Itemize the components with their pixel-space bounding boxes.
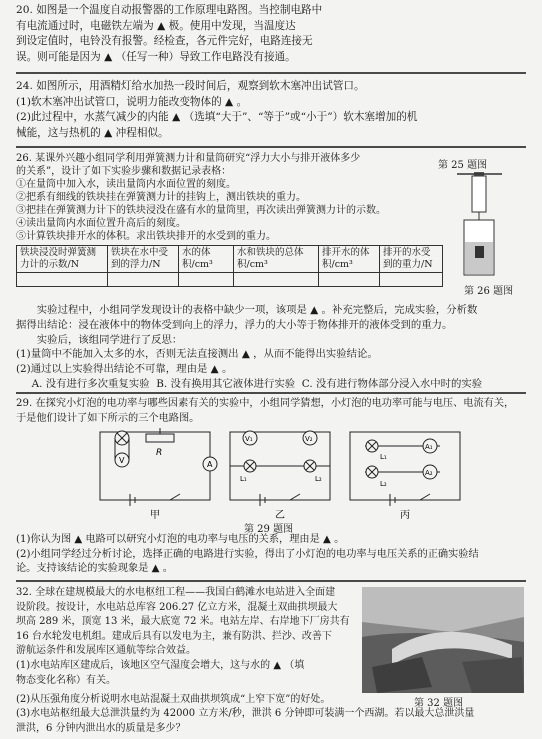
q32-line: (2)从压强角度分析说明水电站混凝土双曲拱坝筑成“上窄下宽”的好处。	[16, 694, 331, 705]
q29-part: (2)小组同学经过分析讨论，选择正确的电路进行实验，得出了小灯泡的电功率与电压关系的正确实验结	[16, 548, 479, 560]
divider	[16, 392, 526, 394]
divider	[16, 580, 526, 582]
q26-para: (1)量筒中不能加入太多的水，否则无法直接测出 ▲ ，从而不能得出实验结论。	[16, 348, 378, 361]
table-header-cell: 水和铁块的总体积/cm³	[234, 246, 319, 273]
q26-line: 26. 某课外兴趣小组同学利用弹簧测力计和量筒研究“浮力大小与排开液体多少	[16, 153, 361, 164]
table-header-cell: 排开水的体积/cm³	[319, 246, 380, 273]
label-v: V	[119, 456, 125, 465]
table-cell	[319, 273, 380, 287]
rheostat	[146, 434, 174, 442]
q26-para: 据得出结论：浸在液体中的物体受到向上的浮力，浮力的大小等于物体排开的液体受到的重力。	[16, 318, 453, 331]
q24-line: (1)软木塞冲出试管口，说明力能改变物体的 ▲ 。	[16, 95, 248, 108]
question-32-part3	[16, 707, 526, 736]
figure-32-caption: 第 32 题图	[414, 698, 464, 709]
table-cell	[380, 273, 443, 287]
label-l1: L₁	[240, 475, 247, 483]
q32-line: 设阶段。按设计，水电站总库容 206.27 亿立方米，混凝土双曲拱坝最大	[16, 601, 338, 613]
label-a2: A₂	[425, 469, 433, 477]
q20-line: 有电流通过时，电磁铁左端为 ▲ 极。使用中发现，当温度达	[16, 19, 296, 32]
table-cell	[234, 273, 319, 287]
table-header-cell: 铁块在水中受到的浮力/N	[108, 246, 179, 273]
table-header-cell: 水的体积/cm³	[179, 246, 234, 273]
table-header-cell: 排开的水受到的重力/N	[380, 246, 443, 273]
divider	[16, 72, 526, 74]
label-l2: L₂	[380, 480, 387, 488]
dam-photo	[362, 587, 524, 693]
table-cell	[108, 273, 179, 287]
question-32	[16, 586, 356, 688]
label-a: A	[207, 460, 213, 469]
question-32-part2	[16, 693, 412, 708]
q26-step: ②把系有细线的铁块挂在弹簧测力计的挂钩上，测出铁块的重力。	[16, 192, 306, 203]
question-29	[16, 397, 526, 426]
q29-part: 论。支持该结论的实验现象是 ▲ 。	[16, 563, 173, 574]
q32-line: 32. 全球在建规模最大的水电枢纽工程——我国白鹤滩水电站进入全面建	[16, 587, 336, 598]
circuit-diagrams	[90, 426, 470, 520]
q32-line: 游航运条件和发展库区通航等综合效益。	[16, 645, 196, 657]
label-a1: A₁	[425, 443, 433, 451]
label-l2: L₂	[315, 475, 322, 483]
question-20	[16, 3, 526, 65]
q20-line: 误。则可能是因为 ▲ （任写一种）导致工作电路没有接通。	[16, 50, 296, 63]
q29-part: (1)你认为图 ▲ 电路可以研究小灯泡的电功率与电压的关系，理由是 ▲ 。	[16, 534, 345, 545]
question-24	[16, 79, 526, 141]
question-29-parts	[16, 533, 526, 577]
label-l1: L₁	[380, 453, 387, 461]
spring-scale	[472, 176, 486, 212]
q26-line: 的关系”，设计了如下实验步骤和数据记录表格：	[16, 166, 232, 177]
figure-25-caption: 第 25 题图	[438, 160, 488, 171]
figure-26-caption: 第 26 题图	[464, 286, 514, 297]
q32-line: 16 台水轮发电机组。建成后具有以发电为主，兼有防洪、拦沙、改善下	[16, 630, 332, 642]
label-bing: 丙	[400, 510, 410, 520]
option-a: A. 没有进行多次重复实验	[31, 377, 150, 390]
q32-line: (3)水电站枢纽最大总泄洪量约为 42000 立方米/秒，泄洪 6 分钟即可装满一个西湖。若以最大总泄洪量	[16, 708, 475, 719]
spring-scale-figure	[452, 170, 522, 280]
table-row	[17, 273, 443, 287]
table-header-cell: 铁块浸没时弹簧测力计的示数/N	[17, 246, 108, 273]
table-header-row	[17, 246, 443, 273]
q32-line: 泄洪，6 分钟内泄出水的质量是多少？	[16, 722, 186, 734]
option-c: C. 没有进行物体部分浸入水中时的实验	[301, 377, 483, 390]
q24-line: (2)此过程中，水蒸气减少的内能 ▲ （选填“大于”、“等于”或“小于”）软木塞增加的机	[16, 111, 418, 123]
label-r: R	[156, 448, 163, 458]
q29-line: 于是他们设计了如下所示的三个电路图。	[16, 412, 200, 424]
q32-line: 物态变化名称）有关。	[16, 674, 116, 686]
q26-step: ⑤计算铁块排开水的体积。求出铁块排开的水受到的重力。	[16, 231, 276, 242]
label-v2: V₂	[305, 435, 313, 443]
table-cell	[17, 273, 108, 287]
figure-29-caption: 第 29 题图	[244, 524, 294, 535]
q24-line: 24. 如图所示，用酒精灯给水加热一段时间后，观察到软木塞冲出试管口。	[16, 80, 365, 92]
iron-block	[475, 246, 484, 258]
q26-options	[16, 377, 526, 392]
circuit-jia	[100, 428, 217, 506]
q32-line: 坝高 289 米，顶宽 13 米，最大底宽 72 米。电站左岸、右岸地下厂房共有	[16, 616, 350, 628]
data-table	[16, 245, 443, 287]
q26-para: 实验后，该组同学进行了反思：	[36, 333, 183, 346]
q26-para: (2)通过以上实验得出结论不可靠，理由是 ▲ 。	[16, 363, 233, 376]
label-jia: 甲	[150, 510, 160, 520]
circuit-bing	[350, 432, 460, 506]
q26-step: ①在量筒中加入水，读出量筒内水面位置的刻度。	[16, 179, 236, 190]
q26-step: ③把挂在弹簧测力计下的铁块浸没在盛有水的量筒里，再次读出弹簧测力计的示数。	[16, 205, 386, 216]
option-b: B. 没有换用其它液体进行实验	[156, 377, 296, 390]
table-cell	[179, 273, 234, 287]
q20-line: 到设定值时，电铃没有报警。经检查，各元件完好，电路连接无	[16, 35, 313, 47]
question-26-analysis	[16, 303, 526, 392]
q26-step: ④读出量筒内水面位置升高后的刻度。	[16, 218, 186, 229]
q29-line: 29. 在探究小灯泡的电功率与哪些因素有关的实验中，小组同学猜想，小灯泡的电功率可能与电压、电流有关，	[16, 398, 515, 409]
divider	[16, 146, 526, 148]
label-yi: 乙	[275, 510, 285, 520]
question-26	[16, 152, 416, 243]
q24-line: 械能，这与热机的 ▲ 冲程相似。	[16, 126, 169, 139]
q20-line: 20. 如图是一个温度自动报警器的工作原理电路图。当控制电路中	[16, 4, 323, 16]
q32-line: (1)水电站库区建成后，该地区空气湿度会增大，这与水的 ▲ （填	[16, 659, 305, 671]
label-v1: V₁	[245, 435, 253, 443]
q26-para: 实验过程中，小组同学发现设计的表格中缺少一项，该项是 ▲ 。补充完整后，完成实验，分析数	[36, 304, 478, 316]
